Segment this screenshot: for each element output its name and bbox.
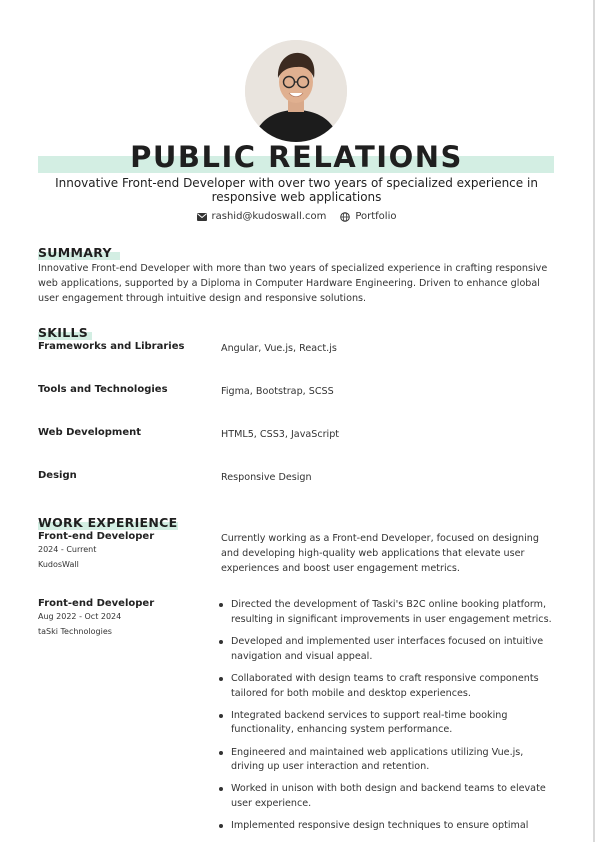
summary-text: Innovative Front-end Developer with more than two years of specialized experience in crafting responsive web applications, supported by a Diploma in Computer Hardware Engineering. Driven to enhance global user engagement through intuitive design and responsive solutions. [38,263,548,304]
skill-name: Tools and Technologies [38,384,168,395]
envelope-icon [197,213,207,221]
contact-row [0,211,593,222]
skill-name: Design [38,470,77,481]
skill-value: HTML5, CSS3, JavaScript [221,429,340,440]
job-entry [38,598,558,832]
page-title: PUBLIC RELATIONS [130,140,463,174]
tagline: Innovative Front-end Developer with over two years of specialized experience in responsive web applications [55,176,538,204]
job-entry [38,531,558,572]
job-title: Front-end Developer [38,598,155,609]
job-company: taSki Technologies [38,627,112,636]
job-bullet-list [216,598,558,841]
profile-photo [245,40,347,142]
job-dates: Aug 2022 - Oct 2024 [38,612,122,621]
job-bullet: Engineered and maintained web applications utilizing Vue.js, driving up user interaction and retention. [216,746,558,776]
job-bullet: Implemented responsive design techniques to ensure optimal [216,819,558,834]
job-company: KudosWall [38,560,79,569]
job-bullet: Integrated backend services to support real-time booking functionality, enhancing system performance. [216,709,558,739]
job-bullet: Developed and implemented user interfaces focused on intuitive navigation and visual appeal. [216,635,558,665]
skill-name: Frameworks and Libraries [38,341,185,352]
skill-value: Angular, Vue.js, React.js [221,343,337,354]
job-bullet: Directed the development of Taski's B2C online booking platform, resulting in significant improvements in user engagement metrics. [216,598,558,628]
globe-icon [340,212,350,222]
email-text: rashid@kudoswall.com [211,211,327,222]
skill-name: Web Development [38,427,142,438]
job-bullet: Collaborated with design teams to craft responsive components tailored for both mobile and desktop experiences. [216,672,558,702]
job-dates: 2024 - Current [38,545,97,554]
skills-heading: SKILLS [38,325,89,340]
skill-value: Figma, Bootstrap, SCSS [221,386,334,397]
summary-heading: SUMMARY [38,245,112,260]
portfolio-text: Portfolio [355,211,397,222]
skill-value: Responsive Design [221,472,312,483]
job-description: Currently working as a Front-end Developer, focused on designing and developing high-quality web applications that elevate user experiences and boost user engagement metrics. [221,533,539,574]
job-title: Front-end Developer [38,531,155,542]
portfolio-link[interactable] [340,211,396,222]
email-contact[interactable] [197,211,327,222]
job-bullet: Worked in unison with both design and backend teams to elevate user experience. [216,782,558,812]
experience-heading: WORK EXPERIENCE [38,515,178,530]
